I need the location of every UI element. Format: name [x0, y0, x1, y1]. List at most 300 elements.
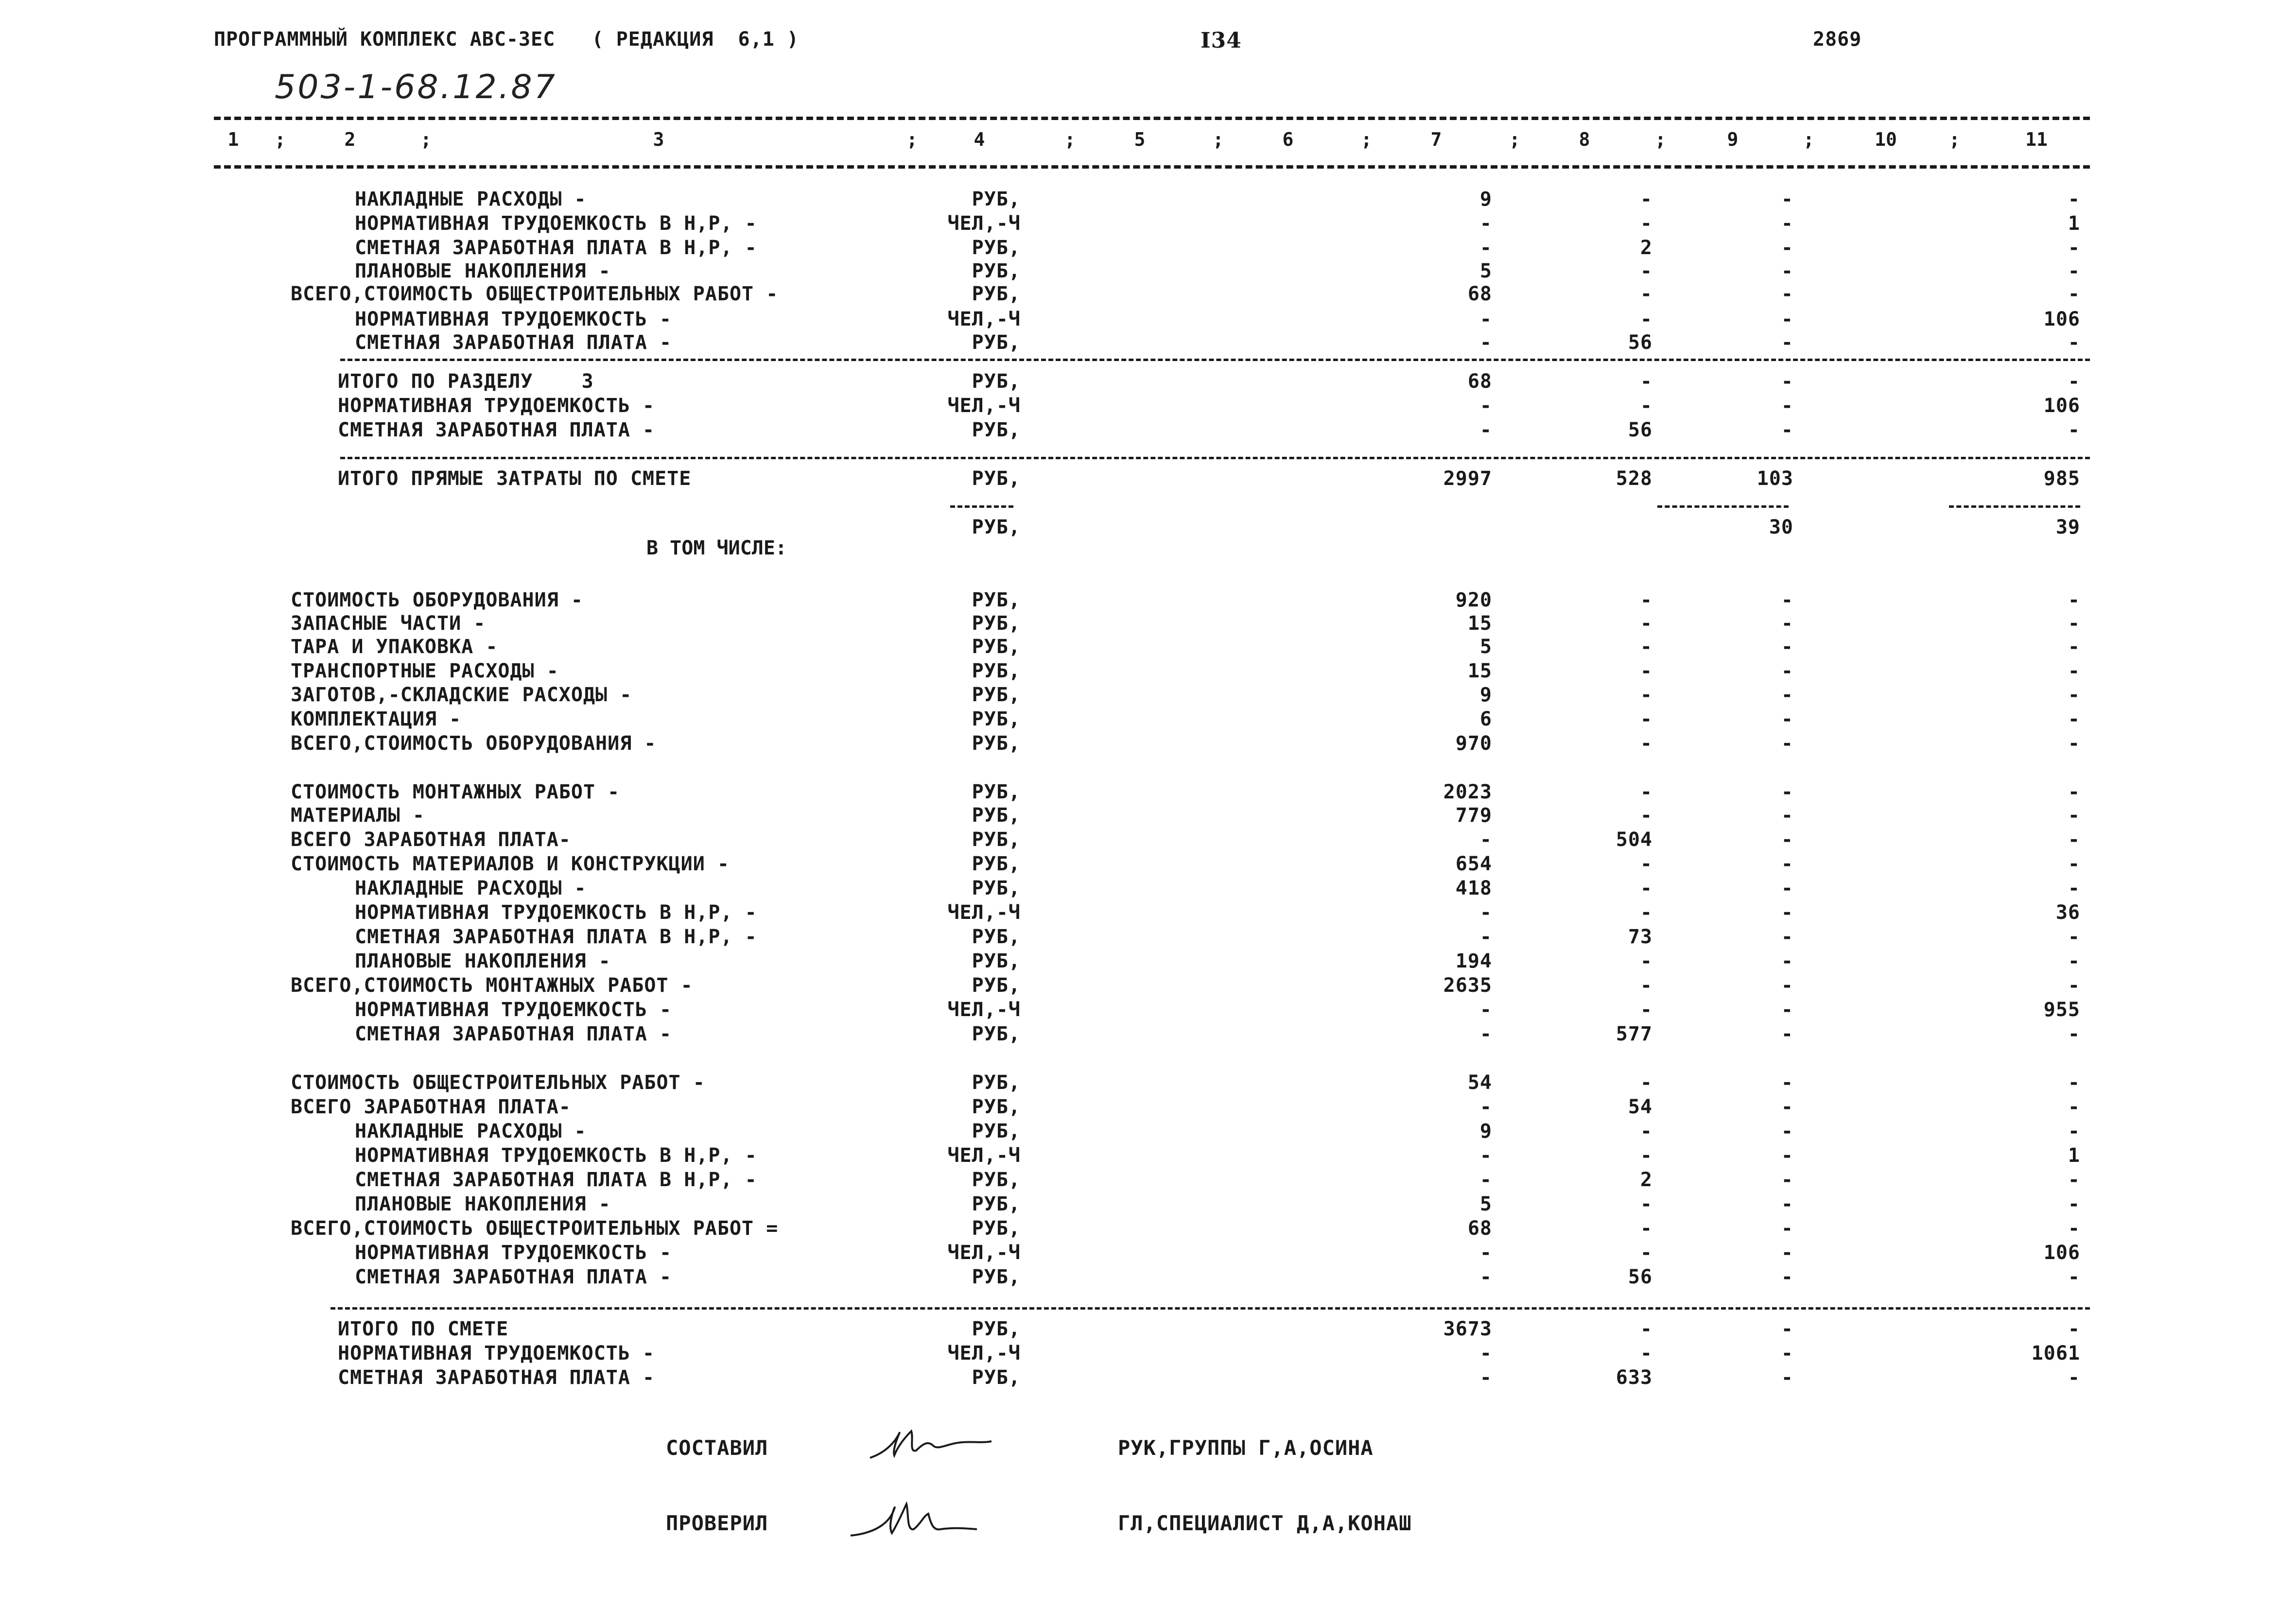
row-label: НОРМАТИВНАЯ ТРУДОЕМКОСТЬ - [355, 999, 672, 1021]
cell-col-9: - [1781, 419, 1793, 441]
cell-col-7: 5 [1479, 636, 1492, 658]
cell-col-8: - [1640, 370, 1652, 393]
table-row [0, 635, 2296, 659]
cell-col-8: - [1640, 308, 1652, 330]
cell-col-11: - [2068, 188, 2080, 210]
cell-col-11: - [2068, 877, 2080, 899]
cell-col-7: - [1479, 1169, 1492, 1191]
row-unit: РУБ, [972, 589, 1021, 611]
row-label: ВСЕГО,СТОИМОСТЬ МОНТАЖНЫХ РАБОТ - [291, 974, 693, 997]
row-label: ИТОГО ПО СМЕТЕ [338, 1318, 509, 1340]
cell-col-8: 73 [1628, 926, 1652, 948]
row-unit: РУБ, [972, 188, 1021, 210]
row-label: СМЕТНАЯ ЗАРАБОТНАЯ ПЛАТА - [338, 419, 655, 441]
cell-col-9: - [1781, 829, 1793, 851]
column-header: 11 [2025, 129, 2048, 150]
cell-col-7: 9 [1479, 684, 1492, 706]
row-unit: ЧЕЛ,-Ч [947, 395, 1021, 417]
cell-col-11: - [2068, 804, 2080, 827]
cell-col-9: - [1781, 999, 1793, 1021]
cell-col-11: - [2068, 732, 2080, 755]
table-row [0, 1241, 2296, 1265]
table-row [0, 925, 2296, 949]
table-row [0, 1071, 2296, 1095]
cell-col-7: - [1479, 308, 1492, 330]
cell-col-9: - [1781, 1318, 1793, 1340]
cell-col-11: 106 [2043, 395, 2080, 417]
row-unit: РУБ, [972, 1193, 1021, 1215]
cell-col-8: 56 [1628, 331, 1652, 354]
cell-col-9: - [1781, 708, 1793, 730]
column-separator: ; [1509, 129, 1520, 150]
table-row [0, 1365, 2296, 1390]
table-row [0, 949, 2296, 973]
cell-col-8: - [1640, 283, 1652, 305]
cell-col-8: - [1640, 589, 1652, 611]
cell-col-9: 30 [1769, 516, 1793, 538]
cell-col-7: - [1479, 1023, 1492, 1045]
row-label: ПЛАНОВЫЕ НАКОПЛЕНИЯ - [355, 950, 611, 972]
cell-col-9: - [1781, 1144, 1793, 1167]
in-that-number-label: В ТОМ ЧИСЛЕ: [646, 537, 787, 559]
cell-col-9: - [1781, 370, 1793, 393]
cell-col-8: - [1640, 1217, 1652, 1240]
cell-col-11: - [2068, 589, 2080, 611]
subtotal-rule [1949, 505, 2080, 508]
cell-col-11: - [2068, 370, 2080, 393]
cell-col-9: - [1781, 1366, 1793, 1389]
cell-col-8: 633 [1616, 1366, 1652, 1389]
cell-col-9: - [1781, 926, 1793, 948]
cell-col-7: - [1479, 901, 1492, 924]
table-row [0, 369, 2296, 394]
cell-col-8: - [1640, 708, 1652, 730]
signature-row-compiled [0, 1436, 2296, 1475]
cell-col-9: - [1781, 974, 1793, 997]
cell-col-9: - [1781, 877, 1793, 899]
table-row [0, 1168, 2296, 1192]
cell-col-9: - [1781, 283, 1793, 305]
row-unit: РУБ, [972, 636, 1021, 658]
row-unit: РУБ, [972, 1169, 1021, 1191]
cell-col-11: - [2068, 1193, 2080, 1215]
cell-col-9: - [1781, 1193, 1793, 1215]
column-separator: ; [1655, 129, 1666, 150]
signature-role: ПРОВЕРИЛ [666, 1511, 768, 1535]
document-number: 2869 [1813, 28, 1862, 51]
cell-col-7: 2023 [1443, 781, 1492, 803]
cell-col-9: - [1781, 950, 1793, 972]
row-label: НОРМАТИВНАЯ ТРУДОЕМКОСТЬ В Н,Р, - [355, 901, 757, 924]
row-label: ТАРА И УПАКОВКА - [291, 636, 498, 658]
row-label: НОРМАТИВНАЯ ТРУДОЕМКОСТЬ В Н,Р, - [355, 1144, 757, 1167]
cell-col-11: - [2068, 926, 2080, 948]
row-unit: РУБ, [972, 370, 1021, 393]
column-separator: ; [1803, 129, 1814, 150]
row-label: ПЛАНОВЫЕ НАКОПЛЕНИЯ - [355, 260, 611, 282]
row-label: СТОИМОСТЬ МОНТАЖНЫХ РАБОТ - [291, 781, 620, 803]
row-label: НОРМАТИВНАЯ ТРУДОЕМКОСТЬ - [338, 395, 655, 417]
cell-col-11: 106 [2043, 308, 2080, 330]
row-unit: ЧЕЛ,-Ч [947, 1342, 1021, 1365]
cell-col-8: 54 [1628, 1096, 1652, 1118]
cell-col-11: - [2068, 1169, 2080, 1191]
cell-col-7: 194 [1455, 950, 1492, 972]
cell-col-7: 68 [1467, 283, 1492, 305]
row-label: СТОИМОСТЬ МАТЕРИАЛОВ И КОНСТРУКЦИИ - [291, 853, 730, 875]
row-label: СМЕТНАЯ ЗАРАБОТНАЯ ПЛАТА В Н,Р, - [355, 926, 757, 948]
row-unit: РУБ, [972, 467, 1021, 490]
subtotal-rule [950, 505, 1013, 508]
cell-col-11: - [2068, 1266, 2080, 1288]
column-header: 3 [653, 129, 664, 150]
row-unit: РУБ, [972, 516, 1021, 538]
cell-col-8: - [1640, 636, 1652, 658]
row-unit: ЧЕЛ,-Ч [947, 212, 1021, 235]
row-unit: РУБ, [972, 1071, 1021, 1094]
row-unit: РУБ, [972, 926, 1021, 948]
cell-col-11: 955 [2043, 999, 2080, 1021]
row-unit: РУБ, [972, 804, 1021, 827]
row-label: ВСЕГО,СТОИМОСТЬ ОБЩЕСТРОИТЕЛЬНЫХ РАБОТ - [291, 283, 779, 305]
cell-col-11: - [2068, 974, 2080, 997]
row-label: ИТОГО ПРЯМЫЕ ЗАТРАТЫ ПО СМЕТЕ [338, 467, 692, 490]
cell-col-9: - [1781, 395, 1793, 417]
cell-col-8: - [1640, 1193, 1652, 1215]
table-row [0, 803, 2296, 828]
cell-col-7: - [1479, 331, 1492, 354]
column-separator: ; [1949, 129, 1960, 150]
cell-col-11: - [2068, 708, 2080, 730]
table-row [0, 876, 2296, 900]
cell-col-9: - [1781, 1242, 1793, 1264]
row-label: ИТОГО ПО РАЗДЕЛУ 3 [338, 370, 594, 393]
cell-col-7: - [1479, 1144, 1492, 1167]
signature-row-checked [0, 1511, 2296, 1550]
table-row [0, 515, 2296, 539]
cell-col-9: - [1781, 684, 1793, 706]
cell-col-8: - [1640, 901, 1652, 924]
column-header: 6 [1282, 129, 1294, 150]
row-label: СМЕТНАЯ ЗАРАБОТНАЯ ПЛАТА В Н,Р, - [355, 1169, 757, 1191]
table-row [0, 973, 2296, 998]
table-row [0, 659, 2296, 683]
row-unit: РУБ, [972, 331, 1021, 354]
row-label: СМЕТНАЯ ЗАРАБОТНАЯ ПЛАТА - [338, 1366, 655, 1389]
table-row [0, 418, 2296, 442]
cell-col-7: - [1479, 829, 1492, 851]
cell-col-11: - [2068, 853, 2080, 875]
cell-col-9: - [1781, 1342, 1793, 1365]
cell-col-7: - [1479, 1266, 1492, 1288]
table-row [0, 588, 2296, 612]
column-separator: ; [1213, 129, 1224, 150]
cell-col-8: - [1640, 950, 1652, 972]
cell-col-11: - [2068, 419, 2080, 441]
cell-col-8: - [1640, 732, 1652, 755]
row-unit: РУБ, [972, 1318, 1021, 1340]
cell-col-11: - [2068, 684, 2080, 706]
cell-col-11: - [2068, 1318, 2080, 1340]
cell-col-11: - [2068, 636, 2080, 658]
cell-col-8: - [1640, 1242, 1652, 1264]
cell-col-7: 5 [1479, 260, 1492, 282]
row-unit: РУБ, [972, 1096, 1021, 1118]
cell-col-7: 54 [1467, 1071, 1492, 1094]
cell-col-7: 3673 [1443, 1318, 1492, 1340]
cell-col-11: 1061 [2031, 1342, 2080, 1365]
cell-col-9: - [1781, 1169, 1793, 1191]
cell-col-9: - [1781, 1217, 1793, 1240]
cell-col-9: - [1781, 612, 1793, 635]
row-unit: ЧЕЛ,-Ч [947, 308, 1021, 330]
cell-col-7: - [1479, 1242, 1492, 1264]
row-unit: РУБ, [972, 974, 1021, 997]
table-row [0, 852, 2296, 876]
cell-col-7: 9 [1479, 188, 1492, 210]
program-header: ПРОГРАММНЫЙ КОМПЛЕКС АВС-3ЕС ( РЕДАКЦИЯ 6,1 ) [214, 28, 799, 51]
column-separator: ; [906, 129, 918, 150]
cell-col-11: 985 [2043, 467, 2080, 490]
cell-col-7: - [1479, 419, 1492, 441]
handwritten-code: 503-1-68.12.87 [275, 68, 557, 106]
row-unit: ЧЕЛ,-Ч [947, 901, 1021, 924]
cell-col-7: 2997 [1443, 467, 1492, 490]
table-row [0, 731, 2296, 756]
row-unit: РУБ, [972, 660, 1021, 682]
column-header: 8 [1579, 129, 1590, 150]
row-unit: РУБ, [972, 612, 1021, 635]
row-label: ВСЕГО,СТОИМОСТЬ ОБЩЕСТРОИТЕЛЬНЫХ РАБОТ = [291, 1217, 779, 1240]
column-header: 1 [227, 129, 239, 150]
cell-col-11: - [2068, 331, 2080, 354]
cell-col-8: - [1640, 684, 1652, 706]
table-row [0, 998, 2296, 1022]
row-unit: ЧЕЛ,-Ч [947, 999, 1021, 1021]
cell-col-9: - [1781, 732, 1793, 755]
section-rule [340, 457, 2090, 459]
cell-col-8: - [1640, 212, 1652, 235]
table-row [0, 1216, 2296, 1241]
cell-col-9: - [1781, 636, 1793, 658]
header-top-rule [214, 117, 2090, 120]
row-unit: РУБ, [972, 1023, 1021, 1045]
cell-col-11: - [2068, 612, 2080, 635]
cell-col-7: - [1479, 1342, 1492, 1365]
table-row [0, 1265, 2296, 1289]
cell-col-7: 6 [1479, 708, 1492, 730]
table-row [0, 1095, 2296, 1119]
signature-handwritten [865, 1424, 996, 1468]
row-unit: РУБ, [972, 283, 1021, 305]
subtotal-rule [1657, 505, 1789, 508]
cell-col-8: - [1640, 1120, 1652, 1142]
row-unit: РУБ, [972, 877, 1021, 899]
column-header: 10 [1875, 129, 1897, 150]
table-row [0, 683, 2296, 707]
table-row [0, 1192, 2296, 1216]
table-row [0, 1143, 2296, 1168]
cell-col-9: - [1781, 212, 1793, 235]
cell-col-11: - [2068, 260, 2080, 282]
row-label: НОРМАТИВНАЯ ТРУДОЕМКОСТЬ - [355, 308, 672, 330]
cell-col-11: - [2068, 1071, 2080, 1094]
row-label: ЗАПАСНЫЕ ЧАСТИ - [291, 612, 486, 635]
table-row [0, 1317, 2296, 1341]
cell-col-7: 2635 [1443, 974, 1492, 997]
row-label: СМЕТНАЯ ЗАРАБОТНАЯ ПЛАТА - [355, 1023, 672, 1045]
cell-col-7: 920 [1455, 589, 1492, 611]
row-unit: РУБ, [972, 684, 1021, 706]
cell-col-8: - [1640, 660, 1652, 682]
cell-col-8: 56 [1628, 1266, 1652, 1288]
row-label: ТРАНСПОРТНЫЕ РАСХОДЫ - [291, 660, 559, 682]
cell-col-8: - [1640, 395, 1652, 417]
cell-col-11: 106 [2043, 1242, 2080, 1264]
row-unit: РУБ, [972, 1266, 1021, 1288]
table-row [0, 1119, 2296, 1143]
cell-col-9: - [1781, 853, 1793, 875]
cell-col-8: - [1640, 260, 1652, 282]
cell-col-9: - [1781, 1266, 1793, 1288]
cell-col-8: - [1640, 1342, 1652, 1365]
cell-col-8: 56 [1628, 419, 1652, 441]
table-row [0, 780, 2296, 804]
cell-col-9: - [1781, 1120, 1793, 1142]
cell-col-11: - [2068, 237, 2080, 259]
row-unit: РУБ, [972, 708, 1021, 730]
row-label: ВСЕГО ЗАРАБОТНАЯ ПЛАТА- [291, 829, 571, 851]
cell-col-9: - [1781, 660, 1793, 682]
row-unit: ЧЕЛ,-Ч [947, 1242, 1021, 1264]
column-separator: ; [1064, 129, 1076, 150]
cell-col-8: 2 [1640, 237, 1652, 259]
cell-col-11: 39 [2055, 516, 2080, 538]
signature-name: РУК,ГРУППЫ Г,А,ОСИНА [1118, 1436, 1374, 1460]
cell-col-8: 528 [1616, 467, 1652, 490]
column-header: 9 [1727, 129, 1739, 150]
row-label: НАКЛАДНЫЕ РАСХОДЫ - [355, 1120, 587, 1142]
column-header: 5 [1134, 129, 1146, 150]
cell-col-7: - [1479, 212, 1492, 235]
cell-col-7: 970 [1455, 732, 1492, 755]
cell-col-9: - [1781, 260, 1793, 282]
table-row [0, 828, 2296, 852]
cell-col-9: - [1781, 1096, 1793, 1118]
cell-col-7: - [1479, 237, 1492, 259]
table-row [0, 282, 2296, 306]
table-row [0, 1022, 2296, 1046]
row-label: СТОИМОСТЬ ОБЩЕСТРОИТЕЛЬНЫХ РАБОТ - [291, 1071, 705, 1094]
cell-col-8: - [1640, 781, 1652, 803]
cell-col-11: - [2068, 829, 2080, 851]
cell-col-11: - [2068, 283, 2080, 305]
cell-col-9: - [1781, 1071, 1793, 1094]
row-unit: РУБ, [972, 950, 1021, 972]
cell-col-8: - [1640, 188, 1652, 210]
cell-col-7: 15 [1467, 660, 1492, 682]
column-separator: ; [1361, 129, 1372, 150]
cell-col-9: - [1781, 308, 1793, 330]
signature-handwritten [846, 1494, 982, 1543]
table-row [0, 330, 2296, 355]
cell-col-9: - [1781, 781, 1793, 803]
table-row [0, 900, 2296, 925]
cell-col-9: - [1781, 901, 1793, 924]
cell-col-8: 577 [1616, 1023, 1652, 1045]
row-label: НАКЛАДНЫЕ РАСХОДЫ - [355, 188, 587, 210]
signature-role: СОСТАВИЛ [666, 1436, 768, 1460]
cell-col-8: - [1640, 877, 1652, 899]
cell-col-11: - [2068, 1096, 2080, 1118]
row-label: СМЕТНАЯ ЗАРАБОТНАЯ ПЛАТА В Н,Р, - [355, 237, 757, 259]
table-row [0, 307, 2296, 331]
cell-col-7: 68 [1467, 370, 1492, 393]
row-unit: РУБ, [972, 1217, 1021, 1240]
row-unit: РУБ, [972, 732, 1021, 755]
row-label: СМЕТНАЯ ЗАРАБОТНАЯ ПЛАТА - [355, 331, 672, 354]
cell-col-11: 1 [2068, 212, 2080, 235]
table-row [0, 707, 2296, 731]
cell-col-8: - [1640, 853, 1652, 875]
cell-col-8: 2 [1640, 1169, 1652, 1191]
table-row [0, 611, 2296, 636]
row-label: ПЛАНОВЫЕ НАКОПЛЕНИЯ - [355, 1193, 611, 1215]
page-number: I34 [1200, 28, 1242, 53]
cell-col-11: - [2068, 781, 2080, 803]
cell-col-9: - [1781, 237, 1793, 259]
cell-col-11: 1 [2068, 1144, 2080, 1167]
cell-col-7: 68 [1467, 1217, 1492, 1240]
cell-col-8: - [1640, 999, 1652, 1021]
cell-col-9: - [1781, 804, 1793, 827]
column-separator: ; [420, 129, 432, 150]
section-rule [330, 1307, 2090, 1310]
cell-col-8: 504 [1616, 829, 1652, 851]
row-label: НОРМАТИВНАЯ ТРУДОЕМКОСТЬ - [338, 1342, 655, 1365]
row-unit: ЧЕЛ,-Ч [947, 1144, 1021, 1167]
section-rule [340, 359, 2090, 361]
cell-col-7: 9 [1479, 1120, 1492, 1142]
row-unit: РУБ, [972, 260, 1021, 282]
cell-col-7: 418 [1455, 877, 1492, 899]
row-unit: РУБ, [972, 781, 1021, 803]
cell-col-8: - [1640, 1071, 1652, 1094]
row-unit: РУБ, [972, 1366, 1021, 1389]
row-unit: РУБ, [972, 419, 1021, 441]
cell-col-7: 654 [1455, 853, 1492, 875]
table-row [0, 259, 2296, 283]
cell-col-8: - [1640, 612, 1652, 635]
cell-col-9: - [1781, 589, 1793, 611]
row-label: ЗАГОТОВ,-СКЛАДСКИЕ РАСХОДЫ - [291, 684, 632, 706]
column-header: 7 [1430, 129, 1442, 150]
table-row [0, 211, 2296, 236]
cell-col-11: - [2068, 1023, 2080, 1045]
cell-col-7: - [1479, 1096, 1492, 1118]
cell-col-9: 103 [1757, 467, 1793, 490]
cell-col-11: 36 [2055, 901, 2080, 924]
table-row [0, 394, 2296, 418]
row-unit: РУБ, [972, 1120, 1021, 1142]
row-unit: РУБ, [972, 853, 1021, 875]
cell-col-11: - [2068, 660, 2080, 682]
row-unit: РУБ, [972, 829, 1021, 851]
table-row [0, 467, 2296, 491]
row-label: НАКЛАДНЫЕ РАСХОДЫ - [355, 877, 587, 899]
signature-name: ГЛ,СПЕЦИАЛИСТ Д,А,КОНАШ [1118, 1511, 1412, 1535]
cell-col-7: - [1479, 395, 1492, 417]
